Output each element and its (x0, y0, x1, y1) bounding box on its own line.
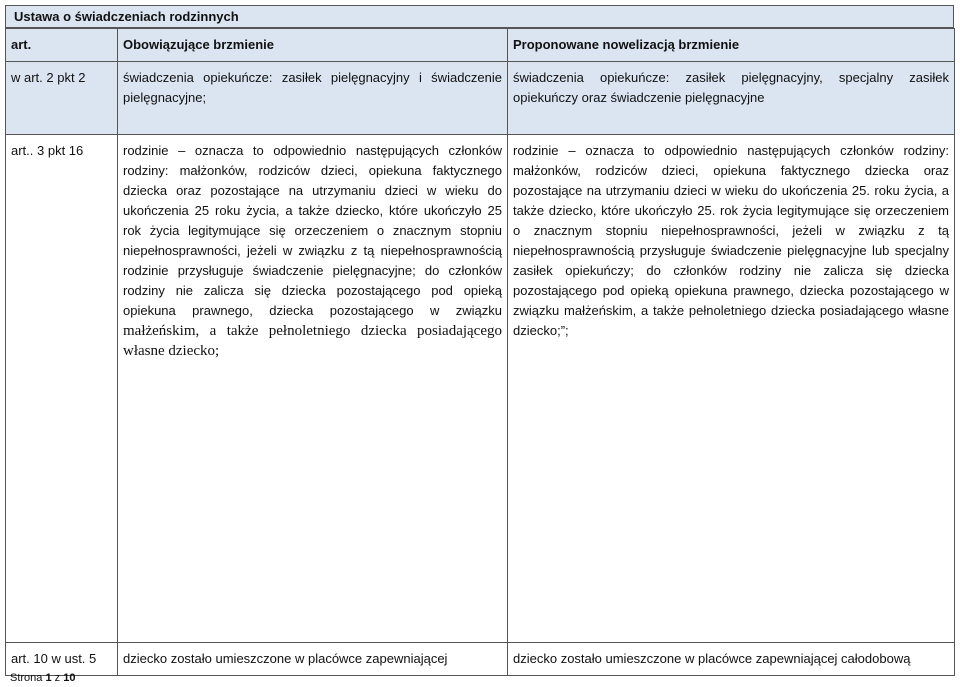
page-total: 10 (63, 672, 76, 684)
row-proposed-text: dziecko zostało umieszczone w placówce zapewniającej całodobową (508, 643, 955, 676)
table-row (6, 135, 955, 643)
row-current-text (118, 135, 508, 643)
row-current-text: dziecko zostało umieszczone w placówce zapewniającej (118, 643, 508, 676)
page-separator: z (54, 672, 61, 684)
row-proposed-text: świadczenia opiekuńcze: zasiłek pielęgnacyjny, specjalny zasiłek opiekuńczy oraz świadczenie pielęgnacyjne (508, 62, 955, 135)
header-current-wording: Obowiązujące brzmienie (118, 29, 508, 62)
current-text-part-serif: małżeńskim, a także pełnoletniego dziecka posiadającego własne dziecko; (123, 323, 502, 359)
header-proposed-wording: Proponowane nowelizacją brzmienie (508, 29, 955, 62)
table-row (6, 643, 955, 676)
table-header-row (6, 29, 955, 62)
page-number (10, 672, 75, 684)
row-art-ref: art. 10 w ust. 5 (6, 643, 118, 676)
table-row (6, 62, 955, 135)
page-label: Strona (10, 672, 43, 684)
comparison-table (5, 28, 955, 676)
row-current-text: świadczenia opiekuńcze: zasiłek pielęgnacyjny i świadczenie pielęgnacyjne; (118, 62, 508, 135)
current-text-part: rodzinie – oznacza to odpowiednio następujących członków rodziny: małżonków, rodziców dzieci, opiekuna faktycznego dziecka oraz pozostające na utrzymaniu dzieci w wieku do ukończenia 25 roku życia, a także dziecko, które ukończyło 25 rok życia legitymujące się orzeczeniem o znacznym stopniu niepełnosprawności, jeżeli w związku z tą niepełnosprawnością rodzinie przysługuje świadczenie pielęgnacyjne; do członków rodziny nie zalicza się dziecka pozostającego pod opieką opiekuna prawnego, dziecka pozostającego w związku (123, 143, 502, 318)
document-title: Ustawa o świadczeniach rodzinnych (5, 5, 954, 28)
page-current: 1 (45, 672, 52, 684)
header-art: art. (6, 29, 118, 62)
row-art-ref: w art. 2 pkt 2 (6, 62, 118, 135)
row-proposed-text: rodzinie – oznacza to odpowiednio następujących członków rodziny: małżonków, rodziców dzieci, opiekuna faktycznego dziecka oraz pozostające na utrzymaniu dzieci w wieku do ukończenia 25. roku życia, a także dziecko, które ukończyło 25. rok życia legitymujące się orzeczeniem o znacznym stopniu niepełnosprawności, jeżeli w związku z tą niepełnosprawnością przysługuje świadczenie pielęgnacyjne lub specjalny zasiłek opiekuńczy; do członków rodziny nie zalicza się dziecka pozostającego pod opieką opiekuna prawnego, dziecka pozostającego w związku małżeńskim, a także pełnoletniego dziecka posiadającego własne dziecko;”; (508, 135, 955, 643)
row-art-ref: art.. 3 pkt 16 (6, 135, 118, 643)
